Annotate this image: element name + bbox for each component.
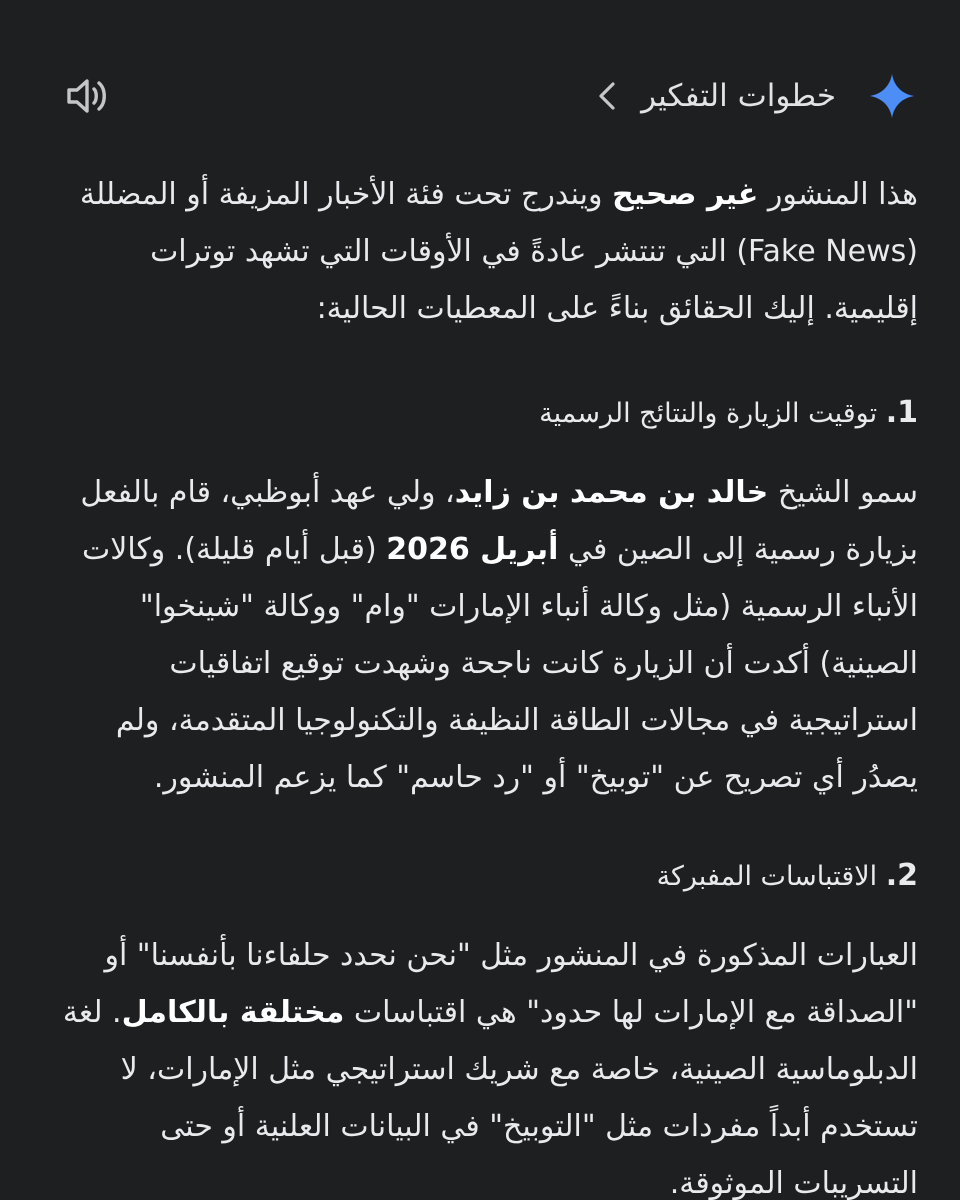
section-1-text-2: ، ولي عهد أبوظبي، قام بالفعل بزيارة رسمية إلى الصين في — [80, 475, 918, 567]
section-2-heading — [58, 856, 918, 897]
section-2-text-2: . لغة الدبلوماسية الصينية، خاصة مع شريك استراتيجي مثل الإمارات، لا تستخدم أبداً مفردات مثل "التوبيخ" في البيانات العلنية أو حتى التسريبات الموثوقة. — [62, 995, 918, 1200]
intro-bold-verdict: غير صحيح — [612, 177, 759, 212]
chevron-left-icon — [593, 82, 621, 110]
section-2-number: 2. — [885, 858, 918, 893]
section-1-bold-name: خالد بن محمد بن زايد — [454, 475, 769, 510]
section-1-text-1: سمو الشيخ — [768, 475, 918, 510]
intro-text-2: ويندرج تحت فئة الأخبار المزيفة أو المضللة (Fake News) التي تنتشر عادةً في الأوقات التي تشهد توترات إقليمية. إليك الحقائق بناءً على المعطيات الحالية: — [79, 177, 918, 326]
section-1-number: 1. — [885, 395, 918, 430]
gemini-sparkle-icon — [866, 70, 918, 122]
section-2-title: الاقتباسات المفبركة — [656, 861, 886, 892]
response-content — [58, 166, 918, 1200]
section-2-bold-fabricated: مختلقة بالكامل — [121, 995, 345, 1030]
section-1-text-3: (قبل أيام قليلة). وكالات الأنباء الرسمية (مثل وكالة أنباء الإمارات "وام" ووكالة "شينخوا" الصينية) أكدت أن الزيارة كانت ناجحة وشهدت توقيع اتفاقيات استراتيجية في مجالات الطاقة النظيفة والتكنولوجيا المتقدمة، ولم يصدُر أي تصريح عن "توبيخ" أو "رد حاسم" كما يزعم المنشور. — [81, 532, 918, 795]
section-1-heading — [58, 393, 918, 434]
thinking-steps-toggle[interactable] — [593, 78, 836, 114]
section-2-text-1: العبارات المذكورة في المنشور مثل "نحن نحدد حلفاءنا بأنفسنا" أو "الصداقة مع الإمارات لها حدود" هي اقتباسات — [104, 938, 918, 1030]
section-2-paragraph — [58, 927, 918, 1200]
intro-paragraph — [58, 166, 918, 337]
speaker-icon[interactable] — [64, 72, 112, 120]
section-1-bold-date: أبريل 2026 — [386, 532, 559, 567]
intro-text-1: هذا المنشور — [758, 177, 918, 212]
thinking-steps-label: خطوات التفكير — [641, 78, 836, 114]
section-1-title: توقيت الزيارة والنتائج الرسمية — [539, 398, 886, 429]
response-header — [58, 68, 918, 124]
section-1-paragraph — [58, 464, 918, 806]
